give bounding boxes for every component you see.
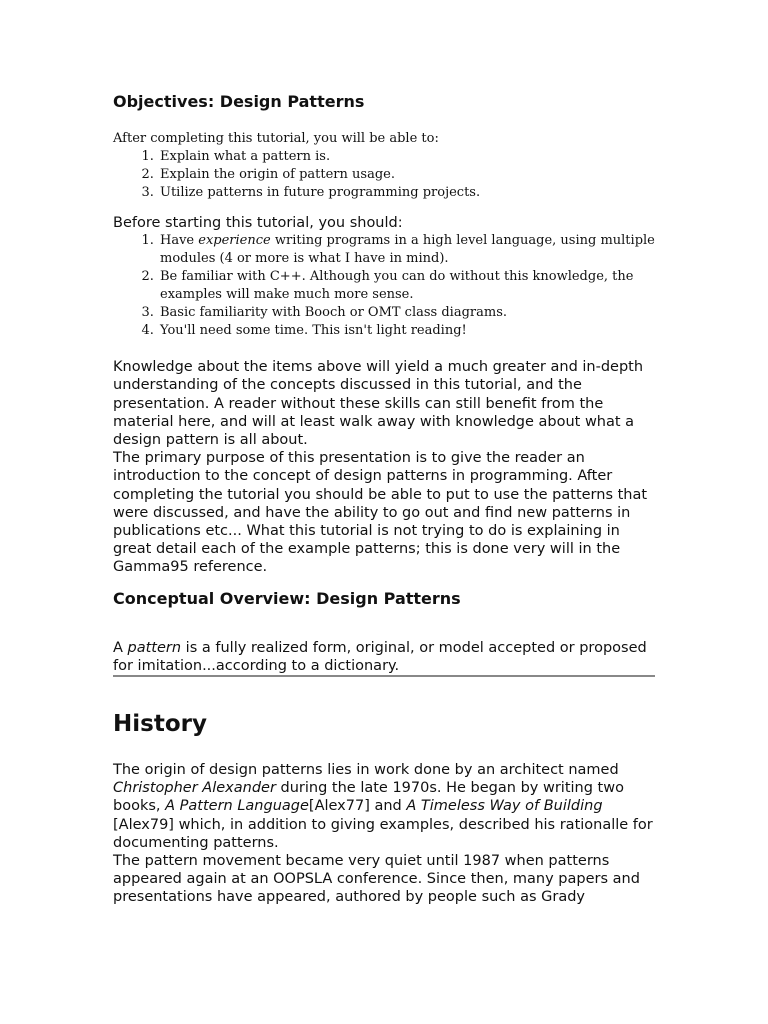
concept-heading: Conceptual Overview: Design Patterns — [113, 588, 461, 608]
pattern-definition — [113, 639, 658, 675]
list-item: 2. Be familiar with C++. Although you can do without this knowledge, the examples will make much more sense. — [158, 268, 658, 304]
history-text: The origin of design patterns lies in work done by an architect named — [113, 762, 619, 779]
list-item: 2. Explain the origin of pattern usage. — [158, 166, 658, 184]
history-paragraph — [113, 761, 658, 852]
history-heading: History — [113, 711, 207, 738]
emphasis-text: experience — [198, 233, 271, 249]
objectives-intro: After completing this tutorial, you will be able to: — [113, 131, 439, 146]
list-item: 4. You'll need some time. This isn't light reading! — [158, 322, 658, 340]
emphasis-text: A Pattern Language — [165, 798, 309, 815]
list-item — [158, 232, 658, 268]
list-item: 3. Basic familiarity with Booch or OMT class diagrams. — [158, 304, 658, 322]
definition-text: A — [113, 639, 128, 656]
history-paragraph: The pattern movement became very quiet until 1987 when patterns appeared again at an OOPSLA conference. Since then, many papers and presentations have appeared, authored by people such as Grady — [113, 853, 640, 906]
emphasis-text: pattern — [127, 639, 182, 656]
horizontal-rule — [113, 675, 655, 677]
list-item: 3. Utilize patterns in future programming projects. — [158, 184, 658, 202]
objectives-list — [113, 148, 658, 202]
body-paragraph: Knowledge about the items above will yield a much greater and in-depth understanding of the concepts discussed in this tutorial, and the presentation. A reader without these skills can still benefit from the material here, and will at least walk away with knowledge about what a design pattern is all about. — [113, 359, 644, 449]
prerequisites-list — [113, 232, 658, 340]
history-text: [Alex79] which, in addition to giving examples, described his rationalle for documenting patterns. — [113, 816, 653, 851]
emphasis-text: Christopher Alexander — [113, 780, 276, 797]
history-text: [Alex77] and — [308, 798, 407, 815]
list-item-text: Have — [160, 233, 199, 249]
body-paragraph: The primary purpose of this presentation is to give the reader an introduction to the concept of design patterns in programming. After completing the tutorial you should be able to put to use the patterns that were discussed, and have the ability to go out and find new patterns in publications etc... What this tutorial is not trying to do is explaining in great detail each of the example patterns; this is done very will in the Gamma95 reference. — [113, 450, 648, 576]
history-text: during the late 1970s. He began by writing two books, — [113, 780, 624, 815]
list-item-text: writing programs in a high level language, using multiple modules (4 or more is what I have in mind). — [160, 233, 655, 267]
list-item: 1. Explain what a pattern is. — [158, 148, 658, 166]
document-page — [113, 88, 658, 907]
prerequisites-intro: Before starting this tutorial, you should: — [113, 215, 403, 231]
objectives-heading: Objectives: Design Patterns — [113, 92, 365, 111]
emphasis-text: A Timeless Way of Building — [406, 798, 603, 815]
definition-text: is a fully realized form, original, or model accepted or proposed for imitation...according to a dictionary. — [113, 639, 647, 674]
